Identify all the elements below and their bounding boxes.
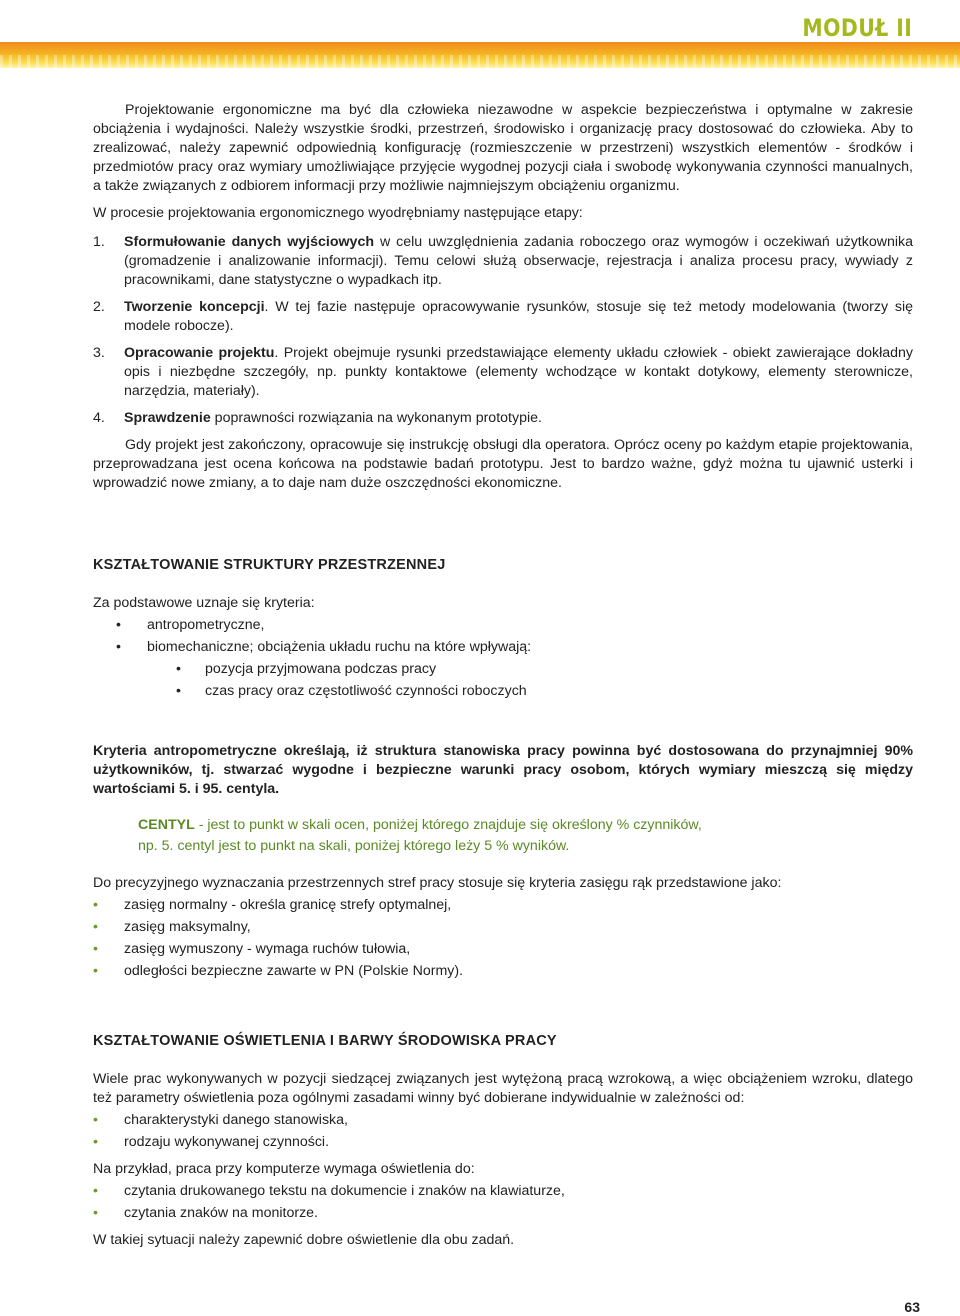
- list-item: • odległości bezpieczne zawarte w PN (Polskie Normy).: [93, 962, 913, 981]
- section-heading-lighting: KSZTAŁTOWANIE OŚWIETLENIA I BARWY ŚRODOWISKA PRACY: [93, 1033, 557, 1049]
- page-header: [0, 0, 960, 70]
- stages-intro: W procesie projektowania ergonomicznego wyodrębniamy następujące etapy:: [93, 205, 583, 221]
- conclusion-paragraph: Gdy projekt jest zakończony, opracowuje się instrukcję obsługi dla operatora. Oprócz oceny po każdym etapie projektowania, przeprowadzana jest ocena końcowa na podstawie badań prototypu. Jest to bardzo ważne, gdyż można tu ujawnić usterki i wprowadzić nowe zmiany, a to daje nam duże oszczędności ekonomiczne.: [93, 437, 913, 491]
- stage-title: Opracowanie projektu: [124, 345, 275, 361]
- list-item: • antropometryczne,: [93, 616, 913, 635]
- list-item: • pozycja przyjmowana podczas pracy: [93, 660, 913, 679]
- page-content: [93, 101, 913, 1250]
- stage-item: 4. Sprawdzenie poprawności rozwiązania na wykonanym prototypie.: [93, 410, 542, 426]
- header-stripe-texture: [0, 55, 960, 68]
- list-item: • czytania znaków na monitorze.: [93, 1204, 913, 1223]
- stage-item: 1. Sformułowanie danych wyjściowych w celu uwzględnienia zadania roboczego oraz wymogów i oczekiwań użytkownika (gromadzenie i analizowanie informacji). Temu celowi służą obserwacje, rejestracja i analiza procesu pracy, wywiady z pracownikami, dane statystyczne o wypadkach itp.: [93, 234, 913, 288]
- lighting-intro: Wiele prac wykonywanych w pozycji siedzącej związanych jest wytężoną pracą wzrokową, a więc obciążeniem wzroku, dlatego też parametry oświetlenia poza ogólnymi zasadami winny być dobierane indywidualnie w zależności od:: [93, 1071, 913, 1106]
- criteria-list: [93, 616, 913, 657]
- list-item: • czytania drukowanego tekstu na dokumencie i znaków na klawiaturze,: [93, 1182, 913, 1201]
- centyl-definition: CENTYL - jest to punkt w skali ocen, poniżej którego znajduje się określony % czynników,: [138, 817, 702, 833]
- stage-title: Sformułowanie danych wyjściowych: [124, 234, 374, 250]
- list-item: • zasięg maksymalny,: [93, 918, 913, 937]
- stage-item: 2. Tworzenie koncepcji. W tej fazie następuje opracowywanie rysunków, stosuje się też metody modelowania (tworzy się modele robocze).: [93, 299, 913, 334]
- list-item: • zasięg normalny - określa granicę strefy optymalnej,: [93, 896, 913, 915]
- list-item: • charakterystyki danego stanowiska,: [93, 1111, 913, 1130]
- example-intro: Na przykład, praca przy komputerze wymaga oświetlenia do:: [93, 1161, 475, 1177]
- centyl-term: CENTYL: [138, 817, 195, 833]
- list-item: • zasięg wymuszony - wymaga ruchów tułowia,: [93, 940, 913, 959]
- page-number: 63: [904, 1299, 920, 1315]
- list-item: • czas pracy oraz częstotliwość czynności roboczych: [93, 682, 913, 701]
- stage-title: Tworzenie koncepcji: [124, 299, 265, 315]
- subcriteria-list: [93, 660, 913, 701]
- examples-list: [93, 1182, 913, 1223]
- lighting-closing: W takiej sytuacji należy zapewnić dobre oświetlenie dla obu zadań.: [93, 1232, 515, 1248]
- anthropometric-paragraph: Kryteria antropometryczne określają, iż struktura stanowiska pracy powinna być dostosowana do przynajmniej 90% użytkowników, tj. stwarzać wygodne i bezpieczne warunki pracy osobom, których wymiary mieszczą się między wartościami 5. i 95. centyla.: [93, 743, 913, 797]
- criteria-intro: Za podstawowe uznaje się kryteria:: [93, 595, 315, 611]
- stage-title: Sprawdzenie: [124, 410, 211, 426]
- section-heading-spatial: KSZTAŁTOWANIE STRUKTURY PRZESTRZENNEJ: [93, 557, 446, 573]
- list-item: • biomechaniczne; obciążenia układu ruchu na które wpływają:: [93, 638, 913, 657]
- zones-intro: Do precyzyjnego wyznaczania przestrzennych stref pracy stosuje się kryteria zasięgu rąk przedstawione jako:: [93, 875, 782, 891]
- list-item: • rodzaju wykonywanej czynności.: [93, 1133, 913, 1152]
- stages-list: [93, 233, 913, 428]
- zones-list: [93, 896, 913, 981]
- module-title: MODUŁ II: [802, 14, 912, 42]
- factors-list: [93, 1111, 913, 1152]
- stage-item: 3. Opracowanie projektu. Projekt obejmuje rysunki przedstawiające elementy układu człowiek - obiekt zawierające dokładny opis i niezbędne szczegóły, np. punkty kontaktowe (elementy wchodzące w kontakt dotykowy, elementy sterownicze, narzędzia, materiały).: [93, 345, 913, 399]
- intro-paragraph: Projektowanie ergonomiczne ma być dla człowieka niezawodne w aspekcie bezpieczeństwa i optymalne w zakresie obciążenia i wydajności. Należy wszystkie środki, przestrzeń, środowisko i organizację pracy dostosować do człowieka. Aby to zrealizować, należy zapewnić odpowiednią konfigurację (rozmieszczenie w przestrzeni) wszystkich elementów - środków i przedmiotów pracy oraz wymiary umożliwiające przyjęcie wygodnej pozycji ciała i swobodę wykonywania czynności manualnych, a także związanych z odbiorem informacji przy możliwie najmniejszym obciążeniu organizmu.: [93, 102, 913, 194]
- centyl-example: np. 5. centyl jest to punkt na skali, poniżej którego leży 5 % wyników.: [138, 838, 570, 854]
